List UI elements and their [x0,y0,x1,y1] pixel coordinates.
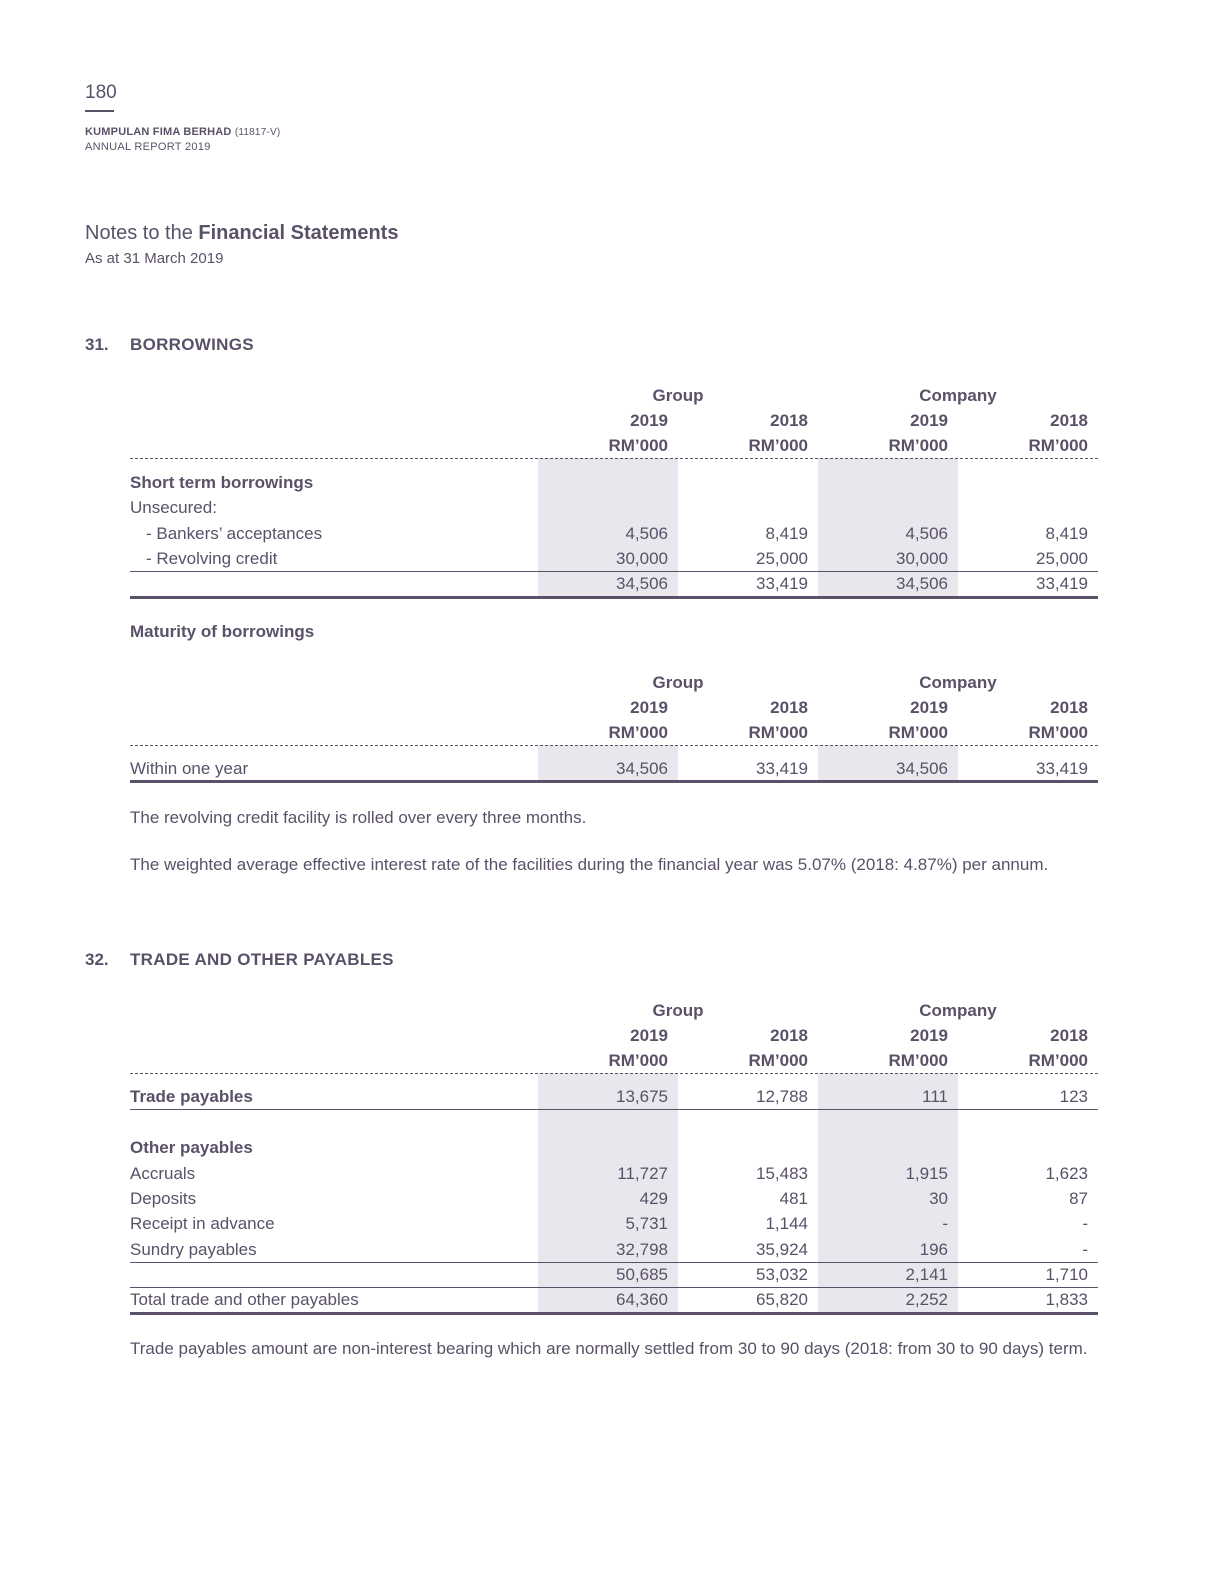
company-registration: (11817-V) [234,127,281,138]
payables-table [130,998,1098,1318]
trade-rule [130,1109,1098,1110]
section-31-number: 31. [85,335,109,354]
year-header: 2019 [910,1026,948,1045]
notes-title [85,222,398,245]
header-dashed-rule [130,458,1098,459]
cell-value: 34,506 [896,759,948,778]
header-dashed-rule [130,1073,1098,1074]
total-rule [130,780,1098,783]
company-header: Company [919,1001,997,1020]
unit-header: RM’000 [748,1051,808,1070]
year-header: 2019 [910,698,948,717]
cell-value: 1,915 [905,1164,948,1183]
cell-value: 53,032 [756,1265,808,1284]
cell-value: 50,685 [616,1265,668,1284]
table-row [130,1138,1098,1163]
cell-value: 123 [1059,1087,1088,1106]
unit-header: RM’000 [1028,723,1088,742]
table-row [130,524,1098,549]
row-label: Receipt in advance [130,1214,275,1233]
unit-header: RM’000 [608,723,668,742]
cell-value: 35,924 [756,1240,808,1259]
table-row [130,498,1098,523]
cell-value: 196 [919,1240,948,1259]
company-header: Company [919,386,997,405]
year-header: 2019 [910,411,948,430]
unit-header: RM’000 [608,1051,668,1070]
cell-value: 25,000 [1036,549,1088,568]
trade-payables-note: Trade payables amount are non-interest bearing which are normally settled from 30 to 90 days (2018: from 30 to 90 days) term. [130,1339,1088,1358]
notes-title-prefix: Notes to the [85,222,193,244]
cell-value: 34,506 [616,574,668,593]
row-label: Within one year [130,759,249,778]
cell-value: - [942,1214,948,1233]
unit-header: RM’000 [748,436,808,455]
year-header: 2018 [1050,1026,1088,1045]
unit-header: RM’000 [1028,436,1088,455]
maturity-heading: Maturity of borrowings [130,622,315,641]
cell-value: 481 [779,1189,808,1208]
cell-value: 8,419 [1045,524,1088,543]
row-label: Trade payables [130,1087,253,1106]
cell-value: 1,144 [765,1214,808,1233]
group-header: Group [652,386,704,405]
company-name-line [85,126,280,138]
row-label: Deposits [130,1189,197,1208]
total-rule [130,1312,1098,1315]
row-label: Sundry payables [130,1240,257,1259]
cell-value: 12,788 [756,1087,808,1106]
subtotal-rule [130,1262,1098,1263]
other-payables-heading: Other payables [130,1138,253,1157]
report-name: ANNUAL REPORT 2019 [85,141,211,153]
unit-header: RM’000 [608,436,668,455]
total-rule [130,596,1098,599]
year-header: 2018 [770,411,808,430]
cell-value: 2,141 [905,1265,948,1284]
cell-value: 30,000 [616,549,668,568]
interest-rate-note: The weighted average effective interest rate of the facilities during the financial year was 5.07% (2018: 4.87%) per annum. [130,855,1049,874]
page-number: 180 [85,82,117,103]
cell-value: 32,798 [616,1240,668,1259]
unit-header: RM’000 [1028,1051,1088,1070]
cell-value: 5,731 [625,1214,668,1233]
table-row [130,473,1098,498]
cell-value: 4,506 [625,524,668,543]
cell-value: 25,000 [756,549,808,568]
row-label: Total trade and other payables [130,1290,359,1309]
cell-value: 11,727 [617,1164,668,1183]
cell-value: 33,419 [1036,759,1088,778]
table-row [130,1164,1098,1189]
year-header: 2018 [770,1026,808,1045]
cell-value: 33,419 [756,574,808,593]
year-header: 2018 [1050,698,1088,717]
company-name: KUMPULAN FIMA BERHAD [85,126,232,138]
section-32-title: TRADE AND OTHER PAYABLES [130,950,394,969]
cell-value: 1,833 [1045,1290,1088,1309]
revolving-credit-note: The revolving credit facility is rolled over every three months. [130,808,587,827]
year-header: 2018 [1050,411,1088,430]
year-header: 2019 [630,1026,668,1045]
maturity-table [130,670,1098,785]
short-term-heading: Short term borrowings [130,473,314,492]
unit-header: RM’000 [888,436,948,455]
cell-value: - [1082,1214,1088,1233]
year-header: 2019 [630,698,668,717]
section-31-title: BORROWINGS [130,335,254,354]
table-row [130,1214,1098,1239]
group-header: Group [652,673,704,692]
cell-value: 4,506 [905,524,948,543]
cell-value: 429 [639,1189,668,1208]
row-label: - Bankers’ acceptances [146,524,323,543]
cell-value: 34,506 [616,759,668,778]
cell-value: 65,820 [756,1290,808,1309]
cell-value: 111 [922,1087,948,1106]
cell-value: 87 [1069,1189,1088,1208]
section-32-number: 32. [85,950,109,969]
table-row [130,1189,1098,1214]
year-header: 2019 [630,411,668,430]
page-number-rule [85,110,114,112]
row-label: Accruals [130,1164,196,1183]
company-header: Company [919,673,997,692]
group-header: Group [652,1001,704,1020]
header-dashed-rule [130,745,1098,746]
year-header: 2018 [770,698,808,717]
unit-header: RM’000 [748,723,808,742]
cell-value: 15,483 [756,1164,808,1183]
unsecured-label: Unsecured: [130,498,217,517]
unit-header: RM’000 [888,723,948,742]
borrowings-table [130,383,1098,601]
cell-value: 30,000 [896,549,948,568]
subtotal-rule [130,571,1098,572]
subtotal-rule [130,1287,1098,1288]
notes-subtitle: As at 31 March 2019 [85,250,224,267]
cell-value: 8,419 [765,524,808,543]
cell-value: 30 [929,1189,948,1208]
cell-value: 64,360 [616,1290,668,1309]
cell-value: 33,419 [1036,574,1088,593]
cell-value: 1,710 [1045,1265,1088,1284]
cell-value: 13,675 [616,1087,668,1106]
cell-value: 33,419 [756,759,808,778]
cell-value: 1,623 [1045,1164,1088,1183]
cell-value: - [1082,1240,1088,1259]
row-label: - Revolving credit [146,549,278,568]
cell-value: 34,506 [896,574,948,593]
unit-header: RM’000 [888,1051,948,1070]
notes-title-bold: Financial Statements [198,222,399,244]
cell-value: 2,252 [905,1290,948,1309]
